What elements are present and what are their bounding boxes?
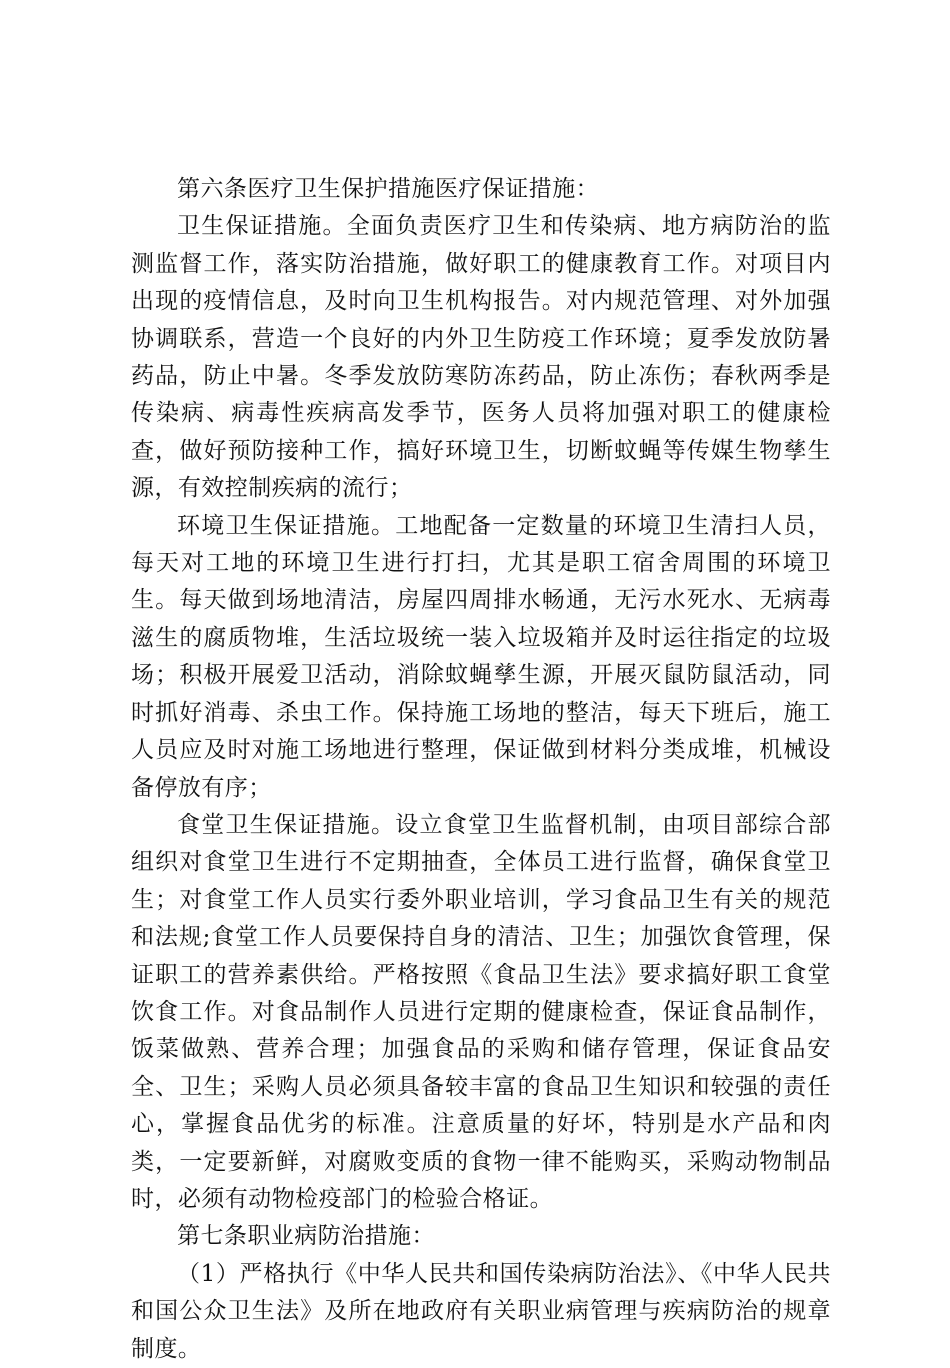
document-body: [131, 171, 831, 1368]
environmental-hygiene-paragraph: 环境卫生保证措施。工地配备一定数量的环境卫生清扫人员，每天对工地的环境卫生进行打扫，尤其是职工宿舍周围的环境卫生。每天做到场地清洁，房屋四周排水畅通，无污水死水、无病毒滋生的腐质物堆，生活垃圾统一装入垃圾箱并及时运往指定的垃圾场；积极开展爱卫活动，消除蚊蝇孳生源，开展灭鼠防鼠活动，同时抓好消毒、杀虫工作。保持施工场地的整洁，每天下班后，施工人员应及时对施工场地进行整理，保证做到材料分类成堆，机械设备停放有序；: [131, 512, 831, 801]
occupational-disease-item-1: （1）严格执行《中华人民共和国传染病防治法》、《中华人民共和国公众卫生法》及所在地政府有关职业病管理与疾病防治的规章制度。: [131, 1260, 831, 1362]
canteen-hygiene-paragraph: 食堂卫生保证措施。设立食堂卫生监督机制，由项目部综合部组织对食堂卫生进行不定期抽查，全体员工进行监督，确保食堂卫生；对食堂工作人员实行委外职业培训，学习食品卫生有关的规范和法规;食堂工作人员要保持自身的清洁、卫生；加强饮食管理，保证职工的营养素供给。严格按照《食品卫生法》要求搞好职工食堂饮食工作。对食品制作人员进行定期的健康检查，保证食品制作，饭菜做熟、营养合理；加强食品的采购和储存管理，保证食品安全、卫生；采购人员必须具备较丰富的食品卫生知识和较强的责任心，掌握食品优劣的标准。注意质量的好坏，特别是水产品和肉类，一定要新鲜，对腐败变质的食物一律不能购买，采购动物制品时，必须有动物检疫部门的检验合格证。: [131, 811, 831, 1212]
article-7-heading: 第七条职业病防治措施：: [177, 1223, 435, 1250]
hygiene-measures-paragraph: 卫生保证措施。全面负责医疗卫生和传染病、地方病防治的监测监督工作，落实防治措施，做好职工的健康教育工作。对项目内出现的疫情信息，及时向卫生机构报告。对内规范管理、对外加强协调联系，营造一个良好的内外卫生防疫工作环境；夏季发放防暑药品，防止中暑。冬季发放防寒防冻药品，防止冻伤；春秋两季是传染病、病毒性疾病高发季节，医务人员将加强对职工的健康检查，做好预防接种工作，搞好环境卫生，切断蚊蝇等传媒生物孳生源，有效控制疾病的流行；: [131, 213, 831, 502]
article-6-heading: 第六条医疗卫生保护措施医疗保证措施：: [177, 176, 600, 202]
